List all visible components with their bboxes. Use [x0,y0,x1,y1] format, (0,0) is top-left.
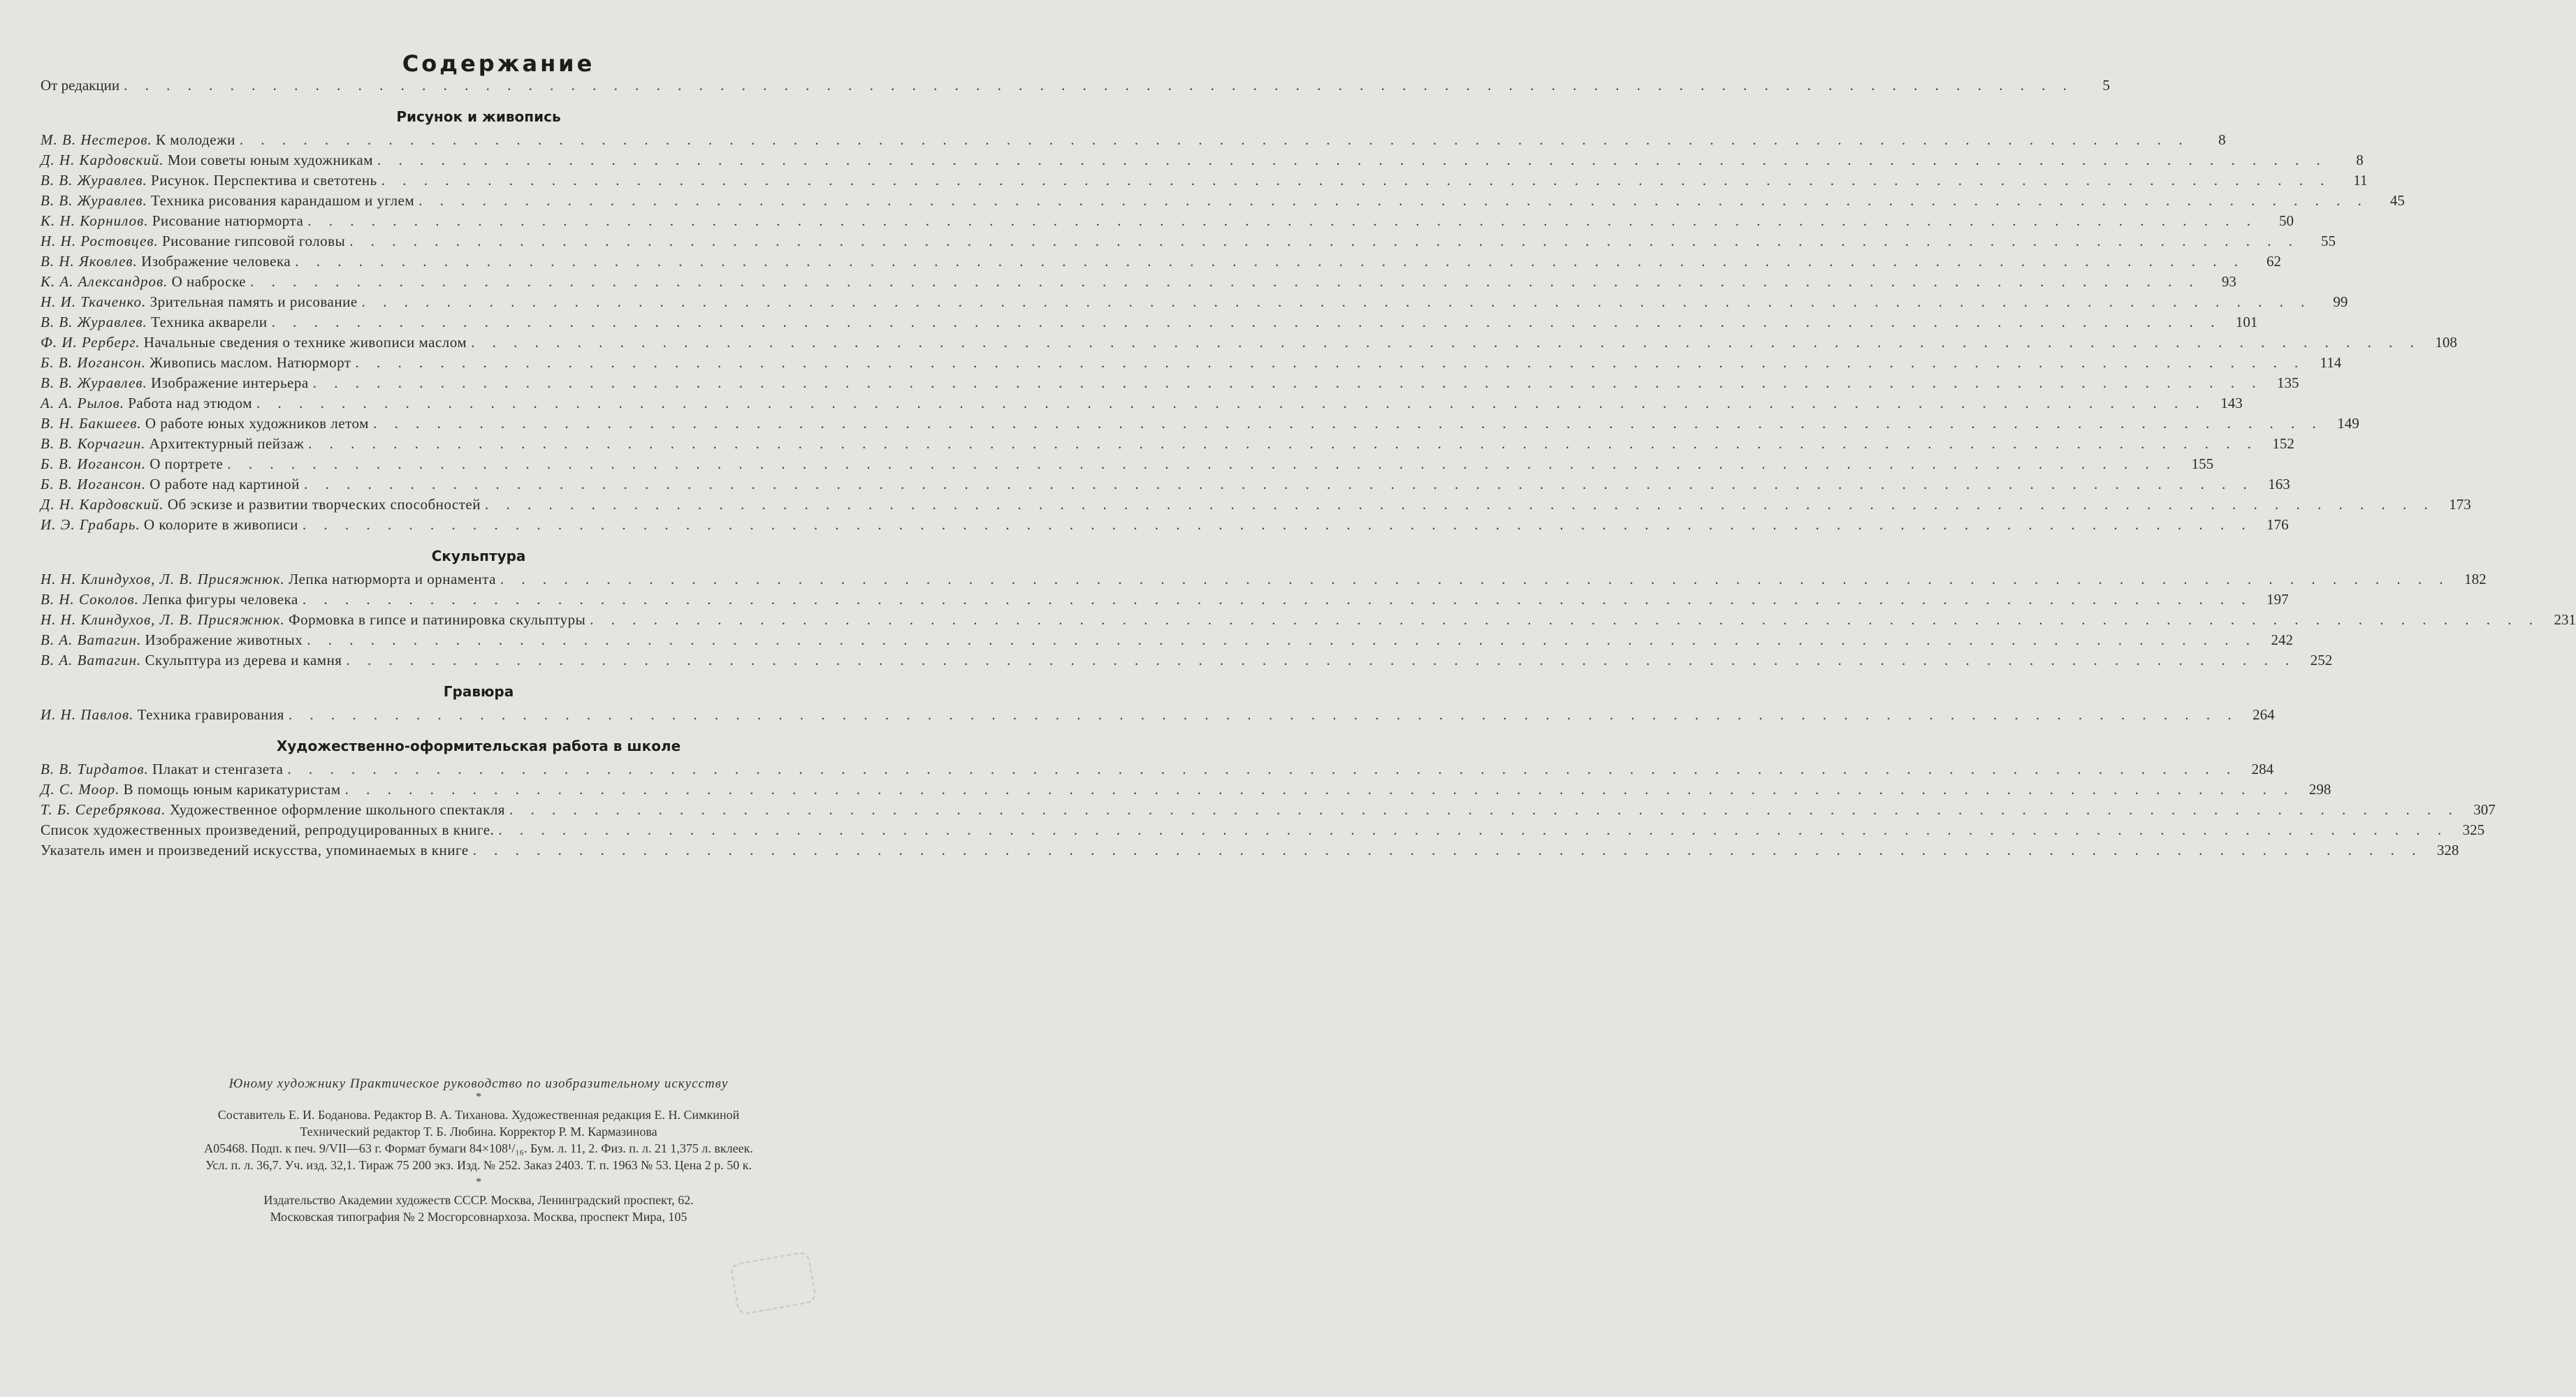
entry-title: Мои советы юным художникам [167,152,374,168]
entry-title: Начальные сведения о технике живописи маслом [143,334,467,351]
toc-entry [41,650,2333,671]
entry-text [41,840,469,861]
entry-page: 99 [2333,293,2348,310]
entry-page: 8 [2218,131,2226,148]
table-of-contents [41,75,2576,861]
toc-entry [41,840,2459,861]
toc-entry [41,569,2487,590]
entry-author: В. В. Корчагин. [41,435,146,452]
entry-title: Рисование гипсовой головы [161,233,346,249]
dot-leader [473,840,2423,861]
toc-sections [41,107,2576,861]
entry-text [41,515,298,535]
entry-title: О наброске [171,273,247,290]
entry-author: Н. Н. Клиндухов, Л. В. Присяжнюк. [41,571,285,587]
entry-text [41,650,342,671]
entry-text [41,474,300,495]
entry-text [41,610,585,630]
entry-page: 135 [2276,374,2299,391]
entry-title: Изображение интерьера [151,374,309,391]
entry-title: Живопись маслом. Натюрморт [150,354,351,371]
entry-text [41,780,341,800]
entry-author: В. В. Журавлев. [41,374,147,391]
dot-leader [498,820,2448,840]
entry-page: 11 [2353,172,2368,189]
toc-entry [41,332,2457,353]
dot-leader [346,650,2296,671]
entry-author: Н. Н. Ростовцев. [41,233,159,249]
entry-text [41,251,291,272]
dot-leader [373,414,2323,434]
toc-entry [41,353,2342,373]
entry-text [41,312,268,332]
entry-author: В. Н. Яковлев. [41,253,138,270]
entry-title: О колорите в живописи [143,516,298,533]
entry-title: Рисунок. Перспектива и светотень [151,172,377,189]
toc-entry [41,495,2471,515]
entry-author: К. Н. Корнилов. [41,212,149,229]
toc-entry [41,170,2368,191]
entry-text [41,292,358,312]
entry-text [41,800,505,820]
dot-leader [295,251,2245,272]
entry-title: Список художественных произведений, репродуцированных в книге. [41,821,495,838]
dot-leader [471,332,2421,353]
toc-entry [41,414,2359,434]
imprint-line: Составитель Е. И. Боданова. Редактор В. А. Тиханова. Художественная редакция Е. Н. Симкиной [217,1108,740,1122]
entry-author: М. В. Нестеров. [41,131,152,148]
entry-author: Д. С. Моор. [41,781,120,798]
entry-title: О портрете [150,455,224,472]
entry-text [41,393,252,414]
entry-page: 298 [2308,781,2331,798]
dot-leader [349,231,2299,251]
toc-entry [41,800,2496,820]
entry-author: Ф. И. Рерберг. [41,334,140,351]
entry-page: 155 [2191,455,2214,472]
entry-page: 307 [2473,801,2496,818]
entry-author: Б. В. Иогансон. [41,354,146,371]
entry-text [41,191,414,211]
toc-entry [41,820,2485,840]
dot-leader [500,569,2450,590]
entry-title: Об эскизе и развитии творческих способностей [167,496,481,513]
dot-leader [304,474,2254,495]
toc-entry [41,454,2214,474]
entry-text [41,272,246,292]
entry-author: Т. Б. Серебрякова. [41,801,166,818]
entry-text [41,150,373,170]
toc-entry [41,630,2293,650]
entry-author: В. Н. Бакшеев. [41,415,142,432]
section-heading: Гравюра [443,683,514,700]
dot-leader [307,211,2257,231]
entry-page: 231 [2554,611,2576,628]
toc-entry [41,231,2336,251]
toc-entry [41,130,2226,150]
entry-title: От редакции [41,77,120,94]
entry-title: О работе юных художников летом [145,415,369,432]
page-title: Содержание [402,50,595,77]
toc-entry [41,705,2275,725]
entry-text [41,231,345,251]
entry-title: Архитектурный пейзаж [149,435,305,452]
toc-entry [41,312,2258,332]
entry-author: В. А. Ватагин. [41,652,142,668]
dot-leader [485,495,2435,515]
dot-leader [356,353,2306,373]
dot-leader [250,272,2200,292]
entry-text [41,454,223,474]
dot-leader [272,312,2222,332]
dot-leader [345,780,2295,800]
entry-author: В. А. Ватагин. [41,631,142,648]
entry-page: 50 [2279,212,2294,229]
entry-author: К. А. Александров. [41,273,168,290]
toc-entry [41,590,2289,610]
entry-page: 242 [2271,631,2293,648]
entry-text [41,630,303,650]
separator-star: * [476,1091,481,1103]
entry-title: Лепка натюрморта и орнамента [289,571,496,587]
entry-page: 5 [2102,77,2110,94]
entry-text [41,332,467,353]
entry-page: 264 [2253,706,2275,723]
imprint [63,1076,894,1229]
toc-entry [41,292,2348,312]
library-stamp [729,1251,817,1316]
entry-title: Художественное оформление школьного спектакля [169,801,505,818]
toc-entry [41,515,2289,535]
entry-page: 284 [2251,761,2274,777]
entry-page: 197 [2266,591,2289,608]
dot-leader [240,130,2190,150]
dot-leader [256,393,2206,414]
entry-page: 328 [2436,842,2459,858]
entry-page: 176 [2266,516,2289,533]
section-heading: Скульптура [431,548,526,564]
entry-title: Техника гравирования [137,706,284,723]
toc-entry [41,474,2290,495]
entry-text [41,820,494,840]
series-title: Юному художнику Практическое руководство по изобразительному искусству [228,1076,729,1091]
entry-author: И. Н. Павлов. [41,706,134,723]
toc-entry [41,759,2274,780]
entry-author: Д. Н. Кардовский. [41,152,164,168]
toc-entry [41,780,2331,800]
separator-star: * [476,1176,481,1188]
entry-page: 114 [2320,354,2342,371]
entry-page: 152 [2272,435,2294,452]
entry-page: 101 [2235,314,2258,330]
entry-page: 173 [2449,496,2471,513]
entry-title: Изображение животных [145,631,303,648]
entry-author: В. В. Журавлев. [41,172,147,189]
entry-text [41,495,481,515]
toc-entry [41,191,2405,211]
entry-title: Рисование натюрморта [152,212,304,229]
entry-title: Указатель имен и произведений искусства, упоминаемых в книге [41,842,469,858]
toc-entry [41,373,2299,393]
toc-entry [41,150,2364,170]
dot-leader [362,292,2312,312]
section-heading: Художественно-оформительская работа в школе [276,738,681,754]
entry-page: 8 [2356,152,2364,168]
dot-leader [377,150,2327,170]
entry-page: 93 [2221,273,2236,290]
imprint-line: Издательство Академии художеств СССР. Москва, Ленинградский проспект, 62. [263,1193,694,1207]
entry-author: В. Н. Соколов. [41,591,139,608]
toc-entry [41,434,2294,454]
entry-text [41,211,303,231]
toc-entry [41,393,2243,414]
entry-page: 108 [2435,334,2457,351]
imprint-line: Технический редактор Т. Б. Любина. Корректор Р. М. Кармазинова [300,1125,657,1139]
entry-author: Б. В. Иогансон. [41,455,146,472]
toc-entry [41,272,2236,292]
entry-page: 182 [2464,571,2487,587]
entry-text [41,414,369,434]
entry-title: Техника акварели [151,314,268,330]
dot-leader [303,515,2253,535]
entry-author: В. В. Тирдатов. [41,761,149,777]
entry-page: 55 [2320,233,2336,249]
dot-leader [381,170,2331,191]
dot-leader [308,434,2258,454]
entry-page: 149 [2337,415,2359,432]
entry-author: Н. Н. Клиндухов, Л. В. Присяжнюк. [41,611,285,628]
entry-page: 163 [2268,476,2290,492]
entry-text [41,373,309,393]
entry-title: Лепка фигуры человека [143,591,298,608]
entry-text [41,353,351,373]
dot-leader [289,705,2239,725]
entry-page: 45 [2389,192,2405,209]
entry-text [41,130,235,150]
entry-title: О работе над картиной [150,476,300,492]
entry-title: Плакат и стенгазета [152,761,284,777]
entry-title: Формовка в гипсе и патинировка скульптуры [289,611,586,628]
entry-text [41,705,284,725]
imprint-line: Усл. п. л. 36,7. Уч. изд. 32,1. Тираж 75 200 экз. Изд. № 252. Заказ 2403. Т. п. 1963 № 53. Цена 2 р. 50 к. [205,1158,752,1172]
entry-page: 325 [2462,821,2485,838]
dot-leader [287,759,2237,780]
entry-page: 143 [2220,395,2243,411]
entry-title: Изображение человека [141,253,291,270]
entry-text [41,170,377,191]
entry-text [41,434,304,454]
entry-title: Скульптура из дерева и камня [145,652,342,668]
entry-author: Д. Н. Кардовский. [41,496,164,513]
entry-title: К молодежи [155,131,235,148]
entry-page: 62 [2266,253,2281,270]
toc-entry-intro [41,75,2110,96]
dot-leader [227,454,2177,474]
entry-page: 252 [2310,652,2333,668]
entry-title: В помощь юным карикатуристам [123,781,341,798]
dot-leader [590,610,2540,630]
entry-text [41,590,298,610]
imprint-line: Московская типография № 2 Мосгорсовнархоза. Москва, проспект Мира, 105 [270,1210,687,1224]
entry-text [41,569,496,590]
dot-leader [313,373,2263,393]
entry-author: Б. В. Иогансон. [41,476,146,492]
toc-entry [41,251,2281,272]
dot-leader [307,630,2257,650]
dot-leader [124,75,2074,96]
imprint-line: А05468. Подп. к печ. 9/VII—63 г. Формат бумаги 84×108¹/₁₆. Бум. л. 11, 2. Физ. п. л. 21 1,375 л. вклеек. [204,1141,753,1155]
entry-title: Работа над этюдом [128,395,253,411]
entry-title: Зрительная память и рисование [150,293,358,310]
entry-author: В. В. Журавлев. [41,314,147,330]
entry-author: Н. И. Ткаченко. [41,293,147,310]
dot-leader [419,191,2368,211]
entry-text [41,759,283,780]
entry-author: А. А. Рылов. [41,395,124,411]
toc-entry [41,211,2294,231]
dot-leader [509,800,2459,820]
toc-entry [41,610,2576,630]
section-heading: Рисунок и живопись [396,108,561,125]
entry-author: И. Э. Грабарь. [41,516,140,533]
entry-author: В. В. Журавлев. [41,192,147,209]
entry-title: Техника рисования карандашом и углем [151,192,415,209]
dot-leader [303,590,2253,610]
